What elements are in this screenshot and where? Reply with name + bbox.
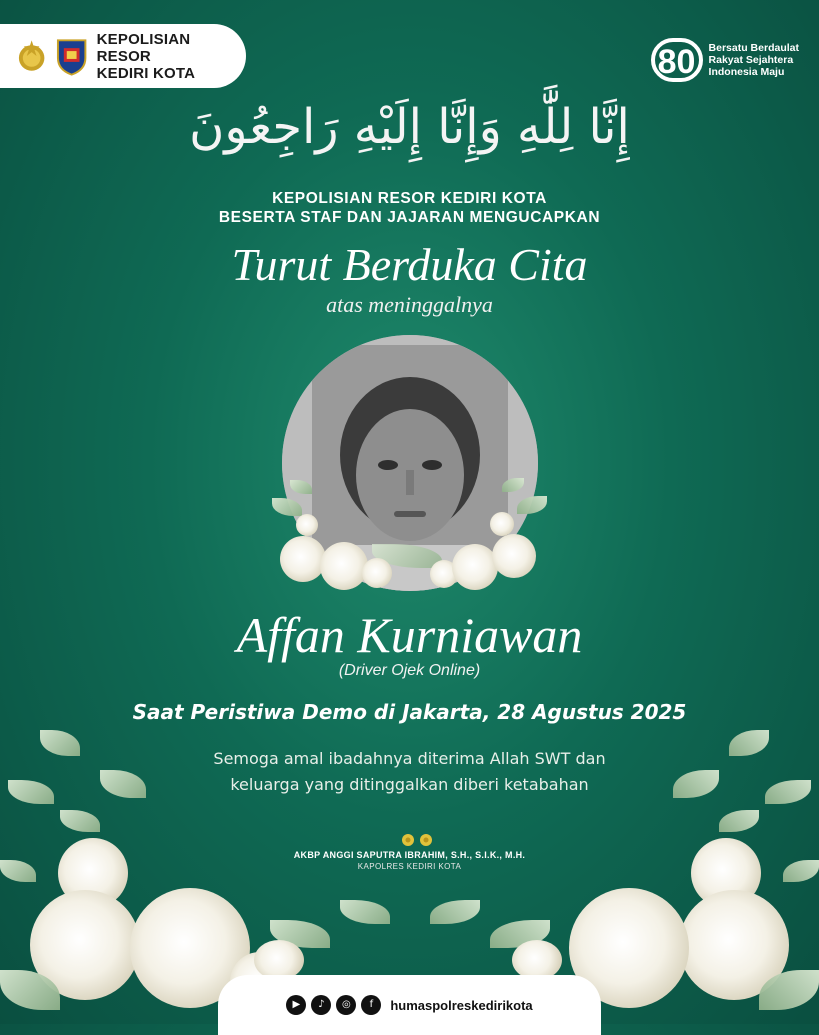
deceased-role: (Driver Ojek Online) [338,662,481,679]
prayer-line2: keluarga yang ditinggalkan diberi ketabahan [230,775,589,794]
anniversary-badge [651,38,799,82]
event-description: Saat Peristiwa Demo di Jakarta, 28 Agustus 2025 [132,700,687,724]
social-handle[interactable]: humaspolreskedirikota [390,997,533,1013]
rank-insignia-icon [398,832,438,848]
signer-position: KAPOLRES KEDIRI KOTA [357,862,462,871]
anniversary-tag-line3: Indonesia Maju [708,66,785,78]
condolence-title: Turut Berduka Cita [231,239,588,290]
instagram-icon[interactable]: ◎ [336,995,356,1015]
portrait-flower-wreath [262,478,562,608]
org-statement-line2: BESERTA STAF DAN JAJARAN MENGUCAPKAN [218,209,601,226]
org-statement-line1: KEPOLISIAN RESOR KEDIRI KOTA [272,190,547,207]
right-floral-decoration [549,720,819,1024]
signer-name: AKBP ANGGI SAPUTRA IBRAHIM, S.H., S.I.K., M.H. [293,850,526,860]
footer-social-bar [218,975,601,1035]
anniversary-tag-line1: Bersatu Berdaulat [708,42,799,54]
jawa-timur-shield-icon [55,36,88,76]
header-logo-pill [0,24,246,88]
arabic-calligraphy: إِنَّا لِلَّٰهِ وَإِنَّا إِلَيْهِ رَاجِعُونَ [189,99,630,155]
anniversary-number: 80 [651,38,703,82]
prayer-line1: Semoga amal ibadahnya diterima Allah SWT dan [213,749,606,768]
bottom-center-foliage [250,890,570,980]
youtube-icon[interactable]: ▶ [286,995,306,1015]
anniversary-tag-line2: Rakyat Sejahtera [708,54,794,66]
facebook-icon[interactable]: f [361,995,381,1015]
header-org-line1: KEPOLISIAN RESOR [96,30,191,65]
header-org-line2: KEDIRI KOTA [96,64,196,82]
police-emblem-icon [14,38,49,74]
deceased-name: Affan Kurniawan [236,607,583,663]
tiktok-icon[interactable]: ♪ [311,995,331,1015]
condolence-subtitle: atas meninggalnya [326,292,493,317]
left-floral-decoration [0,720,270,1024]
